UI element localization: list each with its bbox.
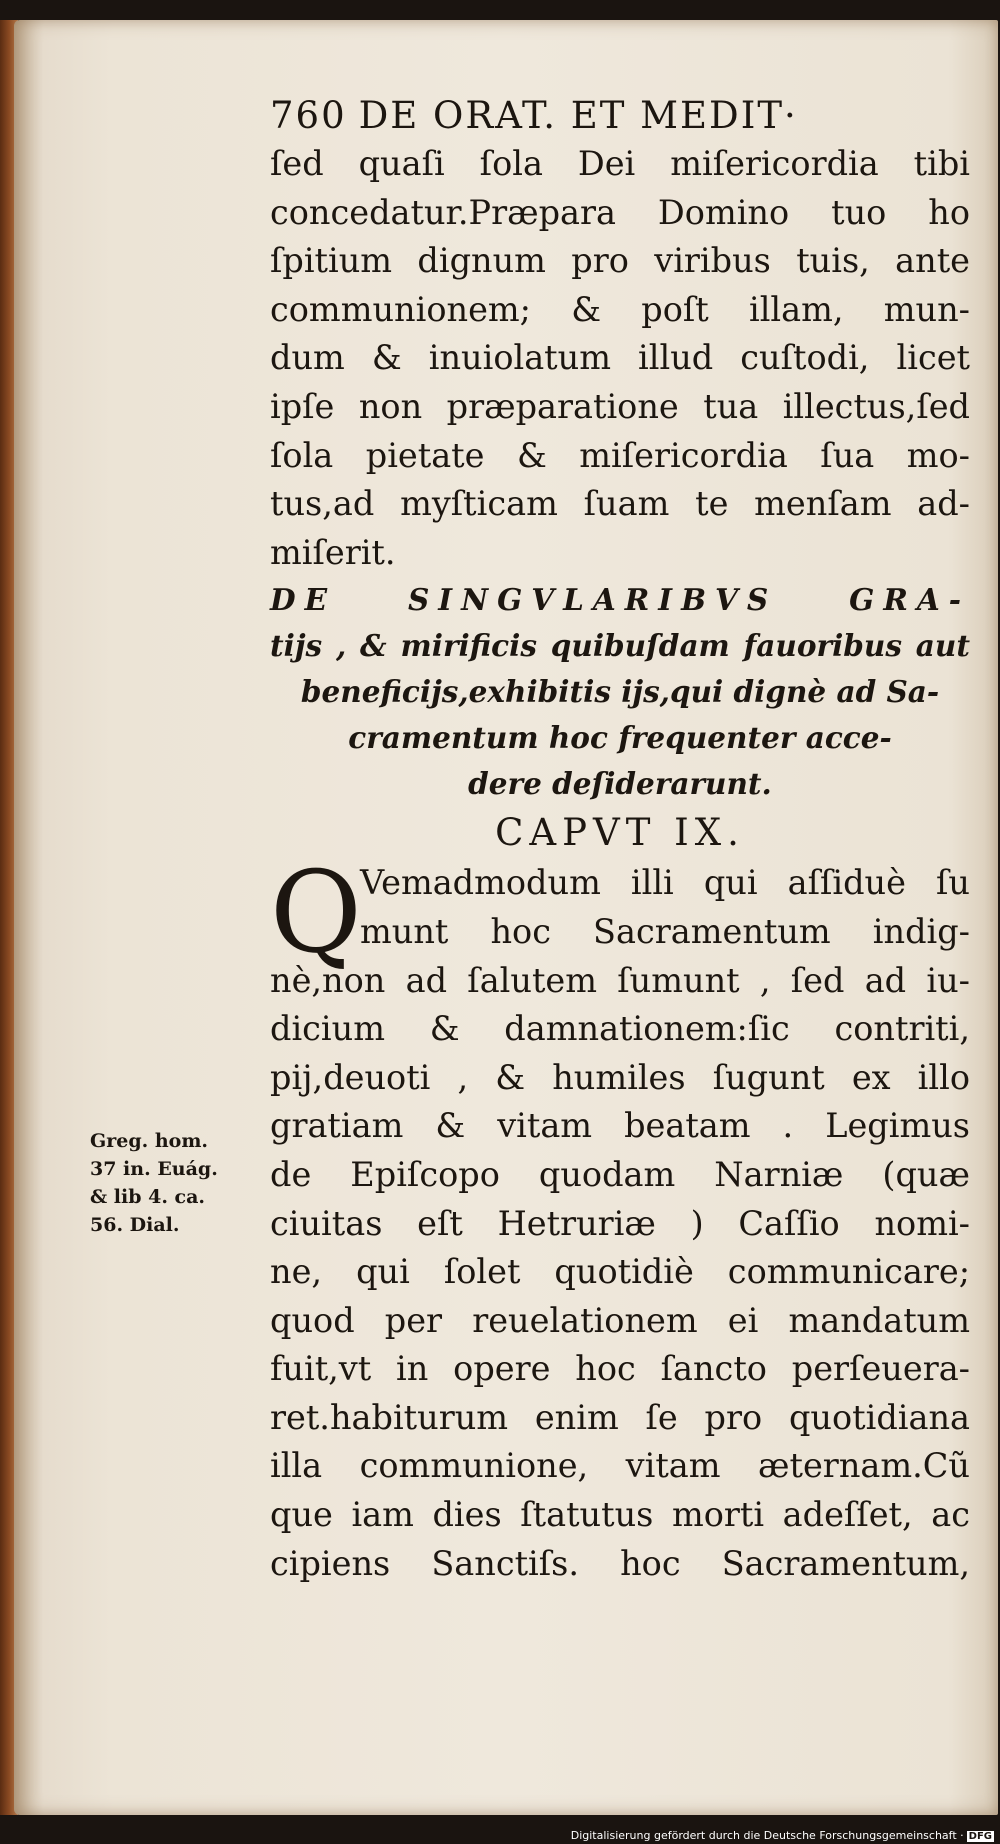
text-line: communionem; & poſt illam, mun- <box>270 289 970 329</box>
text-line: dicium & damnationem:ſic contriti, <box>270 1009 970 1049</box>
text-line: ret.habiturum enim ſe pro quotidiana <box>270 1397 970 1437</box>
text-line: nè,non ad ſalutem ſumunt , ſed ad iu- <box>270 960 970 1000</box>
section-heading-line: DE SINGVLARIBVS GRA- <box>270 582 970 618</box>
text-line: cipiens Sanctiſs. hoc Sacramentum, <box>270 1543 970 1583</box>
marginal-note-line: 37 in. Euág. <box>90 1158 218 1180</box>
marginal-note-line: & lib 4. ca. <box>90 1186 206 1208</box>
digitization-credit <box>571 1829 994 1842</box>
running-header <box>270 92 970 140</box>
text-line: munt hoc Sacramentum indig- <box>360 911 970 951</box>
chapter-heading: CAPVT IX. <box>495 811 745 855</box>
page-number: 760 <box>270 94 347 137</box>
text-line: tus,ad myſticam ſuam te menſam ad- <box>270 484 970 524</box>
credit-text: Digitalisierung gefördert durch die Deutsche Forschungsgemeinschaft · <box>570 1829 964 1842</box>
top-paragraph <box>270 140 970 577</box>
section-heading-line: tijs , & mirificis quibuſdam fauoribus aut <box>270 628 970 664</box>
text-line: gratiam & vitam beatam . Legimus <box>270 1106 970 1146</box>
text-line: de Epiſcopo quodam Narniæ (quæ <box>270 1154 970 1194</box>
body-paragraph <box>270 848 970 1588</box>
text-line: quod per reuelationem ei mandatum <box>270 1300 970 1340</box>
section-heading-line: cramentum hoc frequenter acce- <box>348 720 892 756</box>
text-line: concedatur.Præpara Domino tuo ho <box>270 192 970 232</box>
dfg-logo: DFG <box>968 1831 992 1842</box>
text-line: ne, qui ſolet quotidiè communicare; <box>270 1252 970 1292</box>
text-line: miſerit. <box>270 532 396 572</box>
text-line: Vemadmodum illi qui aſſiduè ſu <box>360 863 970 903</box>
text-line: ciuitas eſt Hetruriæ ) Caſſio nomi- <box>270 1203 970 1243</box>
text-line: dum & inuiolatum illud cuſtodi, licet <box>270 338 970 378</box>
text-line: illa communione, vitam æternam.Cũ <box>270 1446 970 1486</box>
text-line: ſola pietate & miſericordia ſua mo- <box>270 435 970 475</box>
page-text-block <box>270 92 970 1588</box>
text-line: ſpitium dignum pro viribus tuis, ante <box>270 241 970 281</box>
section-heading-line: beneficijs,exhibitis ijs,qui dignè ad Sa- <box>300 674 940 710</box>
drop-cap: Q <box>270 848 362 979</box>
text-line: pij,deuoti , & humiles ſugunt ex illo <box>270 1057 970 1097</box>
marginal-note <box>90 1127 250 1239</box>
running-head-title: DE ORAT. ET MEDIT· <box>358 94 798 137</box>
text-line: ipſe non præparatione tua illectus,ſed <box>270 386 970 426</box>
section-heading <box>270 577 970 807</box>
section-heading-line: dere deſiderarunt. <box>468 766 772 802</box>
text-line: ſed quaſi ſola Dei miſericordia tibi <box>270 144 970 183</box>
marginal-note-line: 56. Dial. <box>90 1214 180 1236</box>
text-line: fuit,vt in opere hoc ſancto perſeuera- <box>270 1349 970 1389</box>
text-line: que iam dies ſtatutus morti adeſſet, ac <box>270 1495 970 1535</box>
marginal-note-line: Greg. hom. <box>90 1130 209 1152</box>
